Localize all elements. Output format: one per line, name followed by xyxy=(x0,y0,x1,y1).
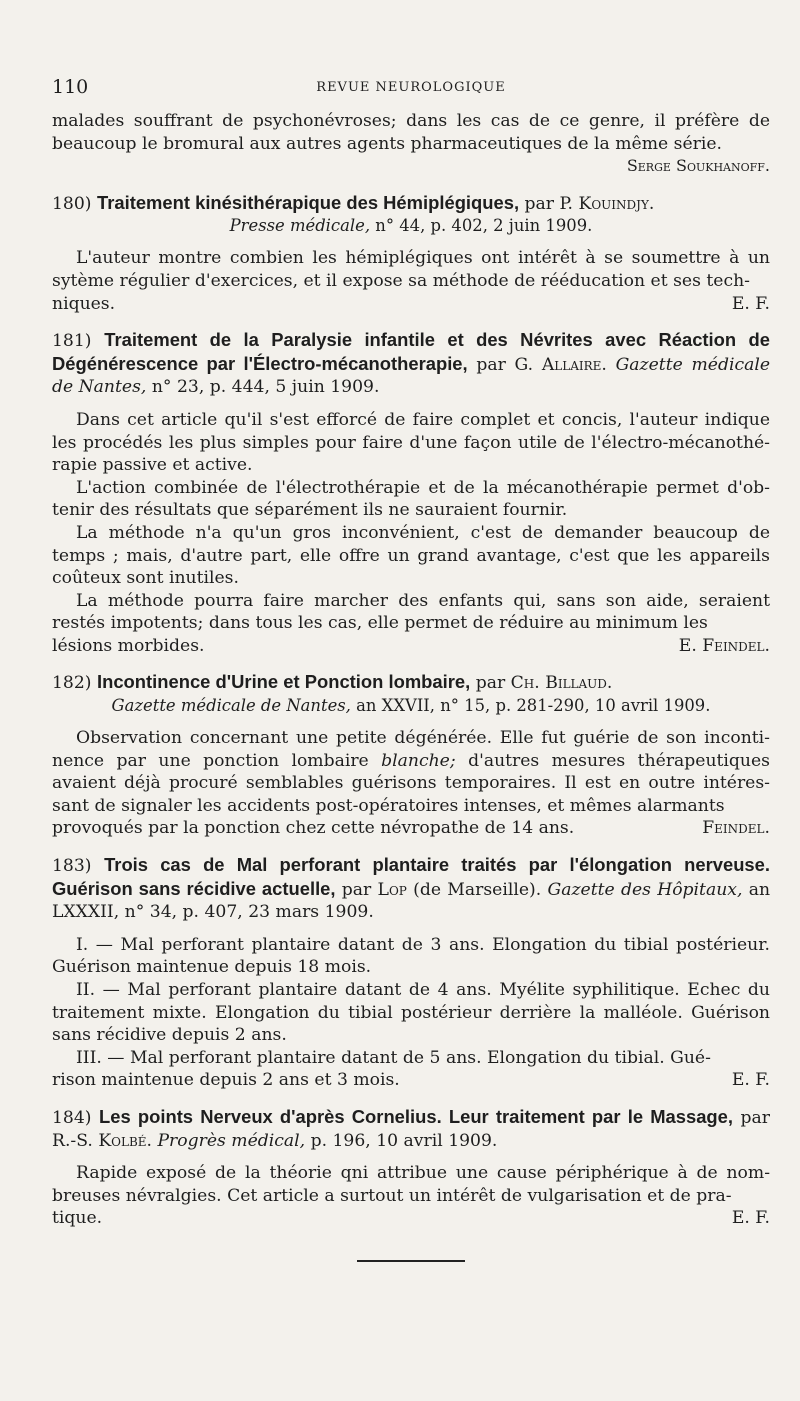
entry-183-heading xyxy=(52,854,770,924)
entry-180-number: 180) xyxy=(52,193,92,214)
entry-184-par: par R.-S. xyxy=(52,1107,770,1151)
entry-180-signature: E. F. xyxy=(731,293,770,314)
entry-181-paragraph-2: L'action combinée de l'électrothérapie et de la mécanothérapie permet d'ob-tenir des résultats que séparément ils ne sauraient fournir. xyxy=(52,477,770,521)
entry-182-paragraph-a: Observation concernant une petite dégénérée. Elle fut guérie de son inconti-nence par une ponction lombaire xyxy=(52,728,770,771)
entry-184-heading xyxy=(52,1106,770,1152)
entry-180 xyxy=(52,192,770,315)
entry-183-place: (de Marseille). xyxy=(413,879,542,900)
entry-182-body xyxy=(52,727,770,840)
entry-181-heading xyxy=(52,329,770,399)
entry-180-paragraph-end: niques. xyxy=(52,293,116,314)
entry-183-case-2: II. — Mal perforant plantaire datant de 4 ans. Myélite syphilitique. Echec du traitement mixte. Elongation du tibial postérieur derrière la malléole. Guérison sans récidive depuis 2 ans. xyxy=(52,980,770,1046)
entry-180-heading xyxy=(52,192,770,216)
entry-182-paragraph-b: d'autres mesures thérapeutiques avaient déjà procuré semblables guérisons temporaires. Il est en outre intéres-sant de signaler les accidents post-opératoires intenses, et mêmes alarmants xyxy=(52,750,770,816)
entry-184-journal: Progrès médical, xyxy=(157,1130,306,1151)
page-number: 110 xyxy=(52,76,89,98)
entry-183-ref: an LXXXII, n° 34, p. 407, 23 mars 1909. xyxy=(52,879,771,923)
entry-181-paragraph-4: La méthode pourra faire marcher des enfants qui, sans son aide, seraient restés impotents; dans tous les cas, elle permet de réduire au minimum les xyxy=(52,590,770,634)
entry-180-title: Traitement kinésithérapique des Hémiplégiques, xyxy=(96,191,520,213)
entry-183-last-line xyxy=(52,1069,770,1092)
entry-180-ref: n° 44, p. 402, 2 juin 1909. xyxy=(375,216,593,236)
entry-181-journal: Gazette médicale de Nantes, xyxy=(52,354,770,398)
running-head: REVUE NEUROLOGIQUE xyxy=(316,80,506,95)
entry-180-paragraph: L'auteur montre combien les hémiplégiques ont intérêt à se soumettre à un sytème régulier d'exercices, et il expose sa méthode de rééducation et ses tech- xyxy=(52,248,770,291)
entry-184-signature: E. F. xyxy=(731,1208,770,1229)
entry-183-case-3: III. — Mal perforant plantaire datant de 5 ans. Elongation du tibial. Gué- xyxy=(76,1047,711,1068)
entry-181 xyxy=(52,329,770,657)
entry-181-paragraph-4-end: lésions morbides. xyxy=(52,635,205,656)
entry-181-last-line xyxy=(52,635,770,658)
entry-183-journal: Gazette des Hôpitaux, xyxy=(547,879,743,900)
entry-183-title: Trois cas de Mal perforant plantaire traités par l'élongation nerveuse. Guérison sans récidive actuelle, xyxy=(52,854,770,899)
entry-183 xyxy=(52,854,770,1092)
entry-180-source xyxy=(52,215,770,237)
entry-182-ref: an XXVII, n° 15, p. 281-290, 10 avril 1909. xyxy=(356,696,711,716)
entry-184 xyxy=(52,1106,770,1230)
entry-181-title: Traitement de la Paralysie infantile et des Névrites avec Réaction de Dégénérescence par l'Électro-mécanotherapie, xyxy=(52,329,770,374)
entry-182-emphasis: blanche; xyxy=(381,750,456,771)
entry-183-number: 183) xyxy=(52,856,92,877)
intro-paragraph: malades souffrant de psychonévroses; dans les cas de ce genre, il préfère de beaucoup le bromural aux autres agents pharmaceutiques de la même série. xyxy=(52,111,770,154)
entry-181-par: par G. xyxy=(476,354,534,375)
entry-184-title: Les points Nerveux d'après Cornelius. Leur traitement par le Massage, xyxy=(99,1105,734,1127)
entry-181-number: 181) xyxy=(52,331,92,352)
entry-184-body xyxy=(52,1162,770,1230)
entry-183-case-3-end: rison maintenue depuis 2 ans et 3 mois. xyxy=(52,1070,400,1091)
entry-183-par: par xyxy=(341,879,372,900)
entry-182-heading xyxy=(52,671,770,695)
entry-183-body xyxy=(52,934,770,1092)
entry-181-body xyxy=(52,409,770,658)
entry-182-par: par xyxy=(475,673,506,694)
intro-continuation xyxy=(52,110,770,178)
entry-182-journal: Gazette médicale de Nantes, xyxy=(111,696,351,716)
entry-180-body xyxy=(52,247,770,315)
entry-181-ref: n° 23, p. 444, 5 juin 1909. xyxy=(151,377,380,398)
entry-184-ref: p. 196, 10 avril 1909. xyxy=(310,1130,498,1151)
intro-signature: Serge Soukhanoff. xyxy=(626,156,770,176)
entry-183-signature: E. F. xyxy=(731,1070,770,1091)
entry-181-paragraph-1: Dans cet article qu'il s'est efforcé de faire complet et concis, l'auteur indique les procédés les plus simples pour faire d'une façon utile de l'électro-mécanothé-rapie passive et active. xyxy=(52,409,770,476)
entry-181-paragraph-3: La méthode n'a qu'un gros inconvénient, c'est de demander beaucoup de temps ; mais, d'autre part, elle offre un grand avantage, c'est que les appareils coûteux sont inutiles. xyxy=(52,522,770,589)
entry-182-number: 182) xyxy=(52,673,92,694)
entry-182-title: Incontinence d'Urine et Ponction lombaire, xyxy=(96,671,471,693)
entry-183-case-1: I. — Mal perforant plantaire datant de 3 ans. Elongation du tibial postérieur. Guérison maintenue depuis 18 mois. xyxy=(52,934,770,978)
entry-181-signature: E. Feindel. xyxy=(678,635,770,656)
entry-182-last-line xyxy=(52,817,770,840)
entry-184-author: Kolbé. xyxy=(98,1130,153,1151)
entry-181-author: Allaire. xyxy=(541,354,607,375)
page-header xyxy=(52,76,770,110)
entry-182-paragraph-end: provoqués par la ponction chez cette névropathe de 14 ans. xyxy=(52,818,575,839)
entry-180-journal: Presse médicale, xyxy=(229,216,371,236)
entry-182-signature: Feindel. xyxy=(702,818,770,839)
entry-180-author: Kouindjy. xyxy=(578,193,655,214)
entry-182-source xyxy=(52,695,770,717)
entry-183-author: Lop xyxy=(377,879,407,900)
entry-182 xyxy=(52,671,770,840)
entry-180-last-line xyxy=(52,293,770,316)
entry-180-par: par P. xyxy=(524,193,574,214)
entry-184-paragraph: Rapide exposé de la théorie qni attribue une cause périphérique à de nom-breuses névralgies. Cet article a surtout un intérêt de vulgarisation et de pra- xyxy=(52,1163,770,1206)
entry-182-author: Ch. Billaud. xyxy=(510,673,613,694)
entry-184-number: 184) xyxy=(52,1107,92,1128)
entry-182-paragraph xyxy=(52,727,770,817)
closing-rule xyxy=(357,1260,465,1262)
entry-184-last-line xyxy=(52,1207,770,1230)
entry-184-paragraph-end: tique. xyxy=(52,1208,103,1229)
